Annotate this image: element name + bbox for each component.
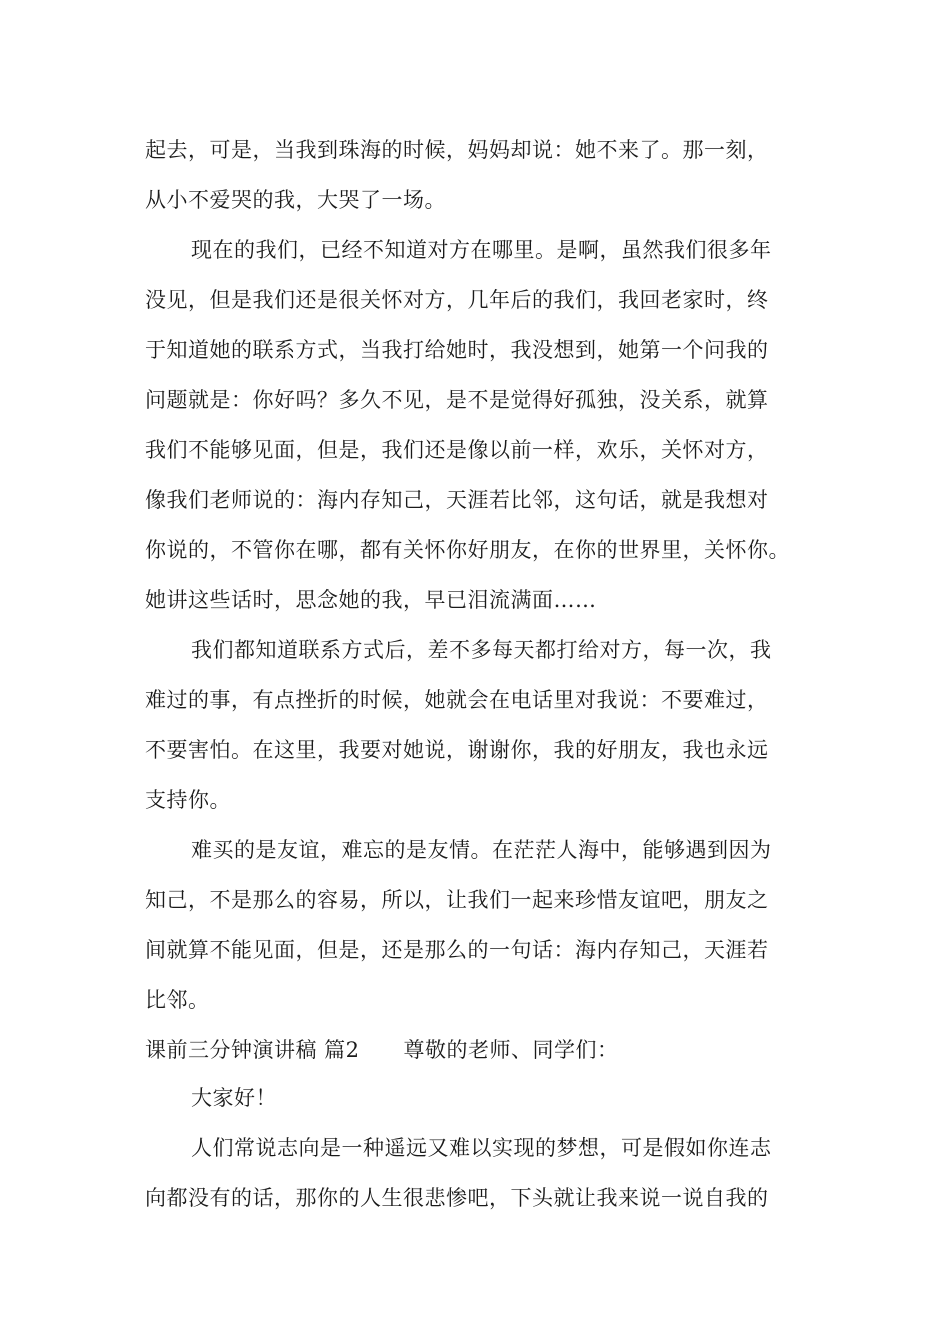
- paragraph-3-line-1: 我们都知道联系方式后，差不多每天都打给对方，每一次，我: [191, 638, 772, 662]
- paragraph-4-line-2: 知己，不是那么的容易，所以，让我们一起来珍惜友谊吧，朋友之: [145, 888, 769, 912]
- paragraph-2-line-3: 于知道她的联系方式，当我打给她时，我没想到，她第一个问我的: [145, 338, 769, 362]
- paragraph-4-line-1: 难买的是友谊，难忘的是友情。在茫茫人海中，能够遇到因为: [191, 838, 772, 862]
- paragraph-3-line-3: 不要害怕。在这里，我要对她说，谢谢你，我的好朋友，我也永远: [145, 738, 769, 762]
- paragraph-1-line-1: 起去，可是，当我到珠海的时候，妈妈却说：她不来了。那一刻，: [145, 138, 769, 162]
- paragraph-2-line-6: 像我们老师说的：海内存知己，天涯若比邻，这句话，就是我想对: [145, 488, 769, 512]
- paragraph-2-line-7: 你说的，不管你在哪，都有关怀你好朋友，在你的世界里，关怀你。: [145, 538, 790, 562]
- paragraph-3-line-2: 难过的事，有点挫折的时候，她就会在电话里对我说：不要难过，: [145, 688, 769, 712]
- paragraph-2-line-1: 现在的我们，已经不知道对方在哪里。是啊，虽然我们很多年: [191, 238, 772, 262]
- greeting: 大家好！: [191, 1086, 277, 1110]
- paragraph-2-line-8: 她讲这些话时，思念她的我，早已泪流满面……: [145, 588, 597, 612]
- closing-paragraph-line-1: 人们常说志向是一种遥远又难以实现的梦想，可是假如你连志: [191, 1136, 772, 1160]
- salutation: 尊敬的老师、同学们：: [403, 1038, 619, 1062]
- paragraph-4-line-3: 间就算不能见面，但是，还是那么的一句话：海内存知己，天涯若: [145, 938, 769, 962]
- paragraph-2-line-5: 我们不能够见面，但是，我们还是像以前一样，欢乐，关怀对方，: [145, 438, 769, 462]
- paragraph-2-line-4: 问题就是：你好吗？多久不见，是不是觉得好孤独，没关系，就算: [145, 388, 769, 412]
- paragraph-4-line-4: 比邻。: [145, 988, 210, 1012]
- paragraph-1-line-2: 从小不爱哭的我，大哭了一场。: [145, 188, 446, 212]
- paragraph-2-line-2: 没见，但是我们还是很关怀对方，几年后的我们，我回老家时，终: [145, 288, 769, 312]
- paragraph-3-line-4: 支持你。: [145, 788, 231, 812]
- section-title: 课前三分钟演讲稿 篇2: [145, 1038, 360, 1062]
- closing-paragraph-line-2: 向都没有的话，那你的人生很悲惨吧，下头就让我来说一说自我的: [145, 1186, 769, 1210]
- section-heading: [145, 1036, 619, 1064]
